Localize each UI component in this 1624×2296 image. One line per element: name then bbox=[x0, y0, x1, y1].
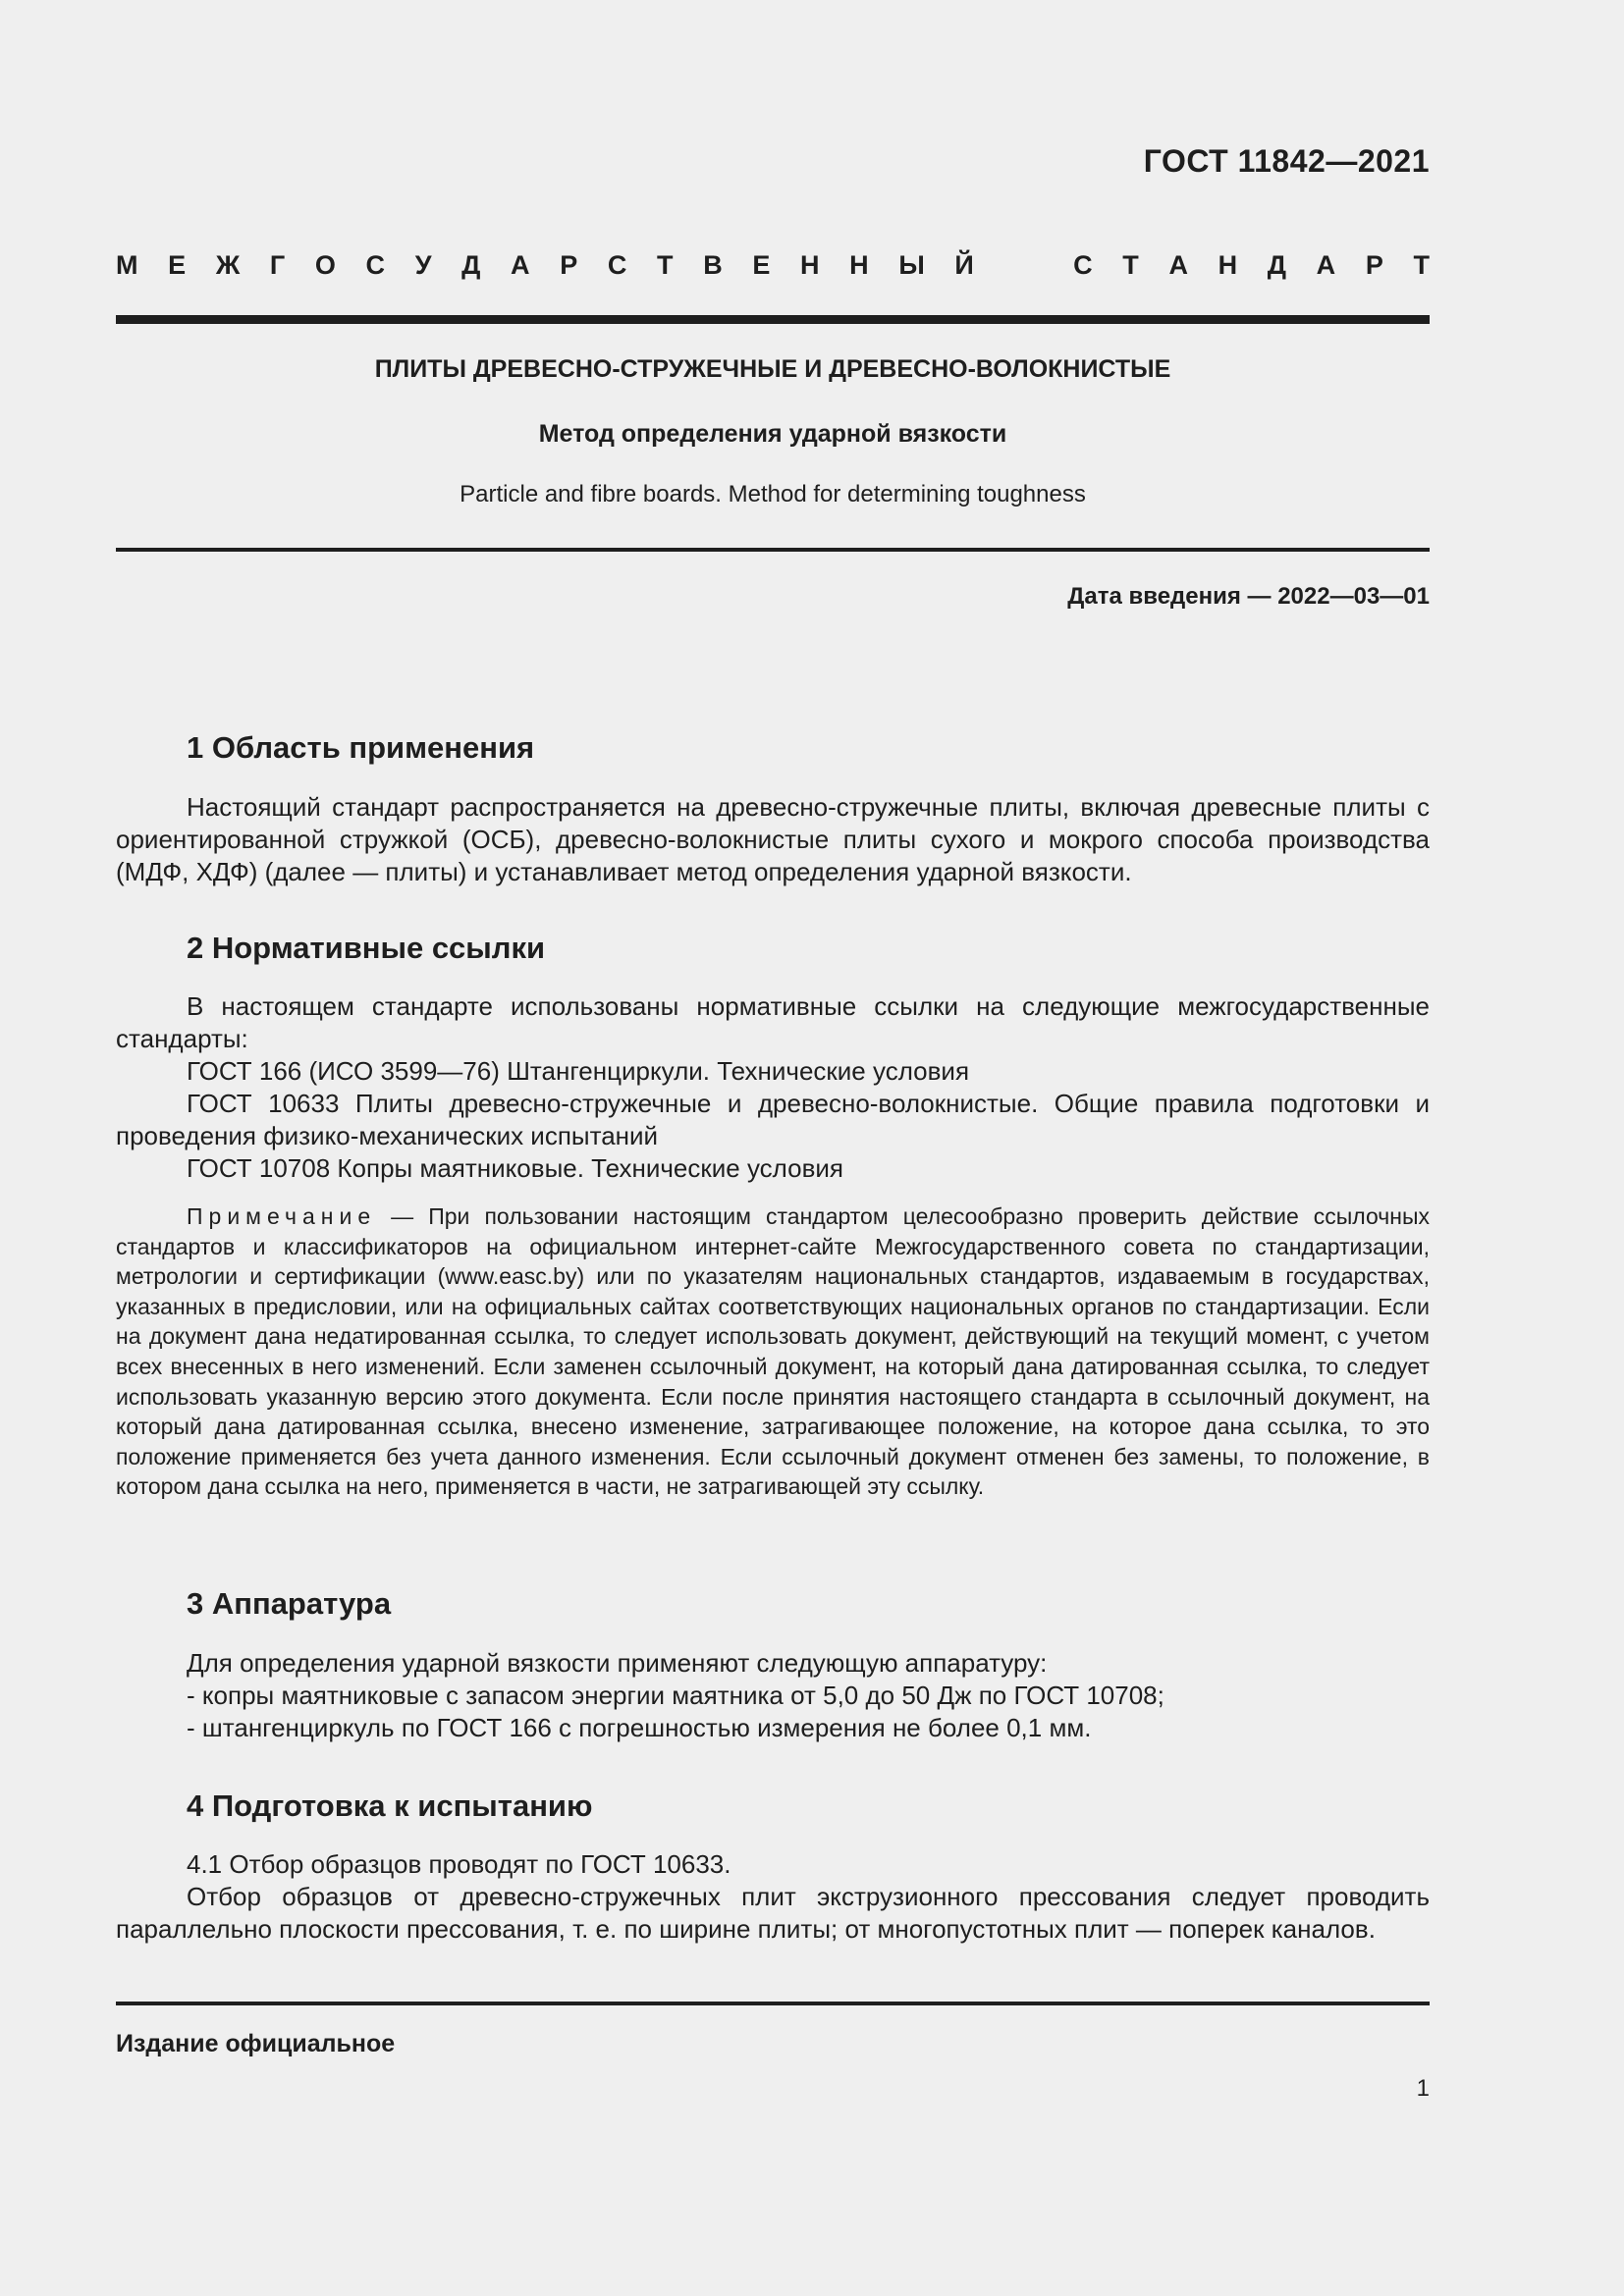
reference-gost-10633-text: ГОСТ 10633 Плиты древесно-стружечные и древесно-волокнистые. Общие правила подготовки и проведения физико-механических испытаний bbox=[116, 1089, 1430, 1150]
reference-gost-10708: ГОСТ 10708 Копры маятниковые. Технические условия bbox=[187, 1153, 844, 1183]
apparatus-intro: Для определения ударной вязкости применяют следующую аппаратуру: bbox=[187, 1648, 1048, 1678]
section-1-heading: 1 Область применения bbox=[187, 730, 535, 765]
banner-letter: У bbox=[414, 250, 432, 280]
clause-4-1: 4.1 Отбор образцов проводят по ГОСТ 10633. bbox=[187, 1849, 731, 1879]
section-2-heading: 2 Нормативные ссылки bbox=[187, 931, 546, 965]
banner-letter: Н bbox=[1218, 250, 1238, 280]
banner-letter: В bbox=[703, 250, 723, 280]
apparatus-item-pendulum: - копры маятниковые с запасом энергии маятника от 5,0 до 50 Дж по ГОСТ 10708; bbox=[187, 1681, 1164, 1710]
section-1-body: Настоящий стандарт распространяется на древесно-стружечные плиты, включая древесные плиты с ориентированной стружкой (ОСБ), древесно-волокнистые плиты сухого и мокрого способа производства (МДФ, ХДФ) (далее — плиты) и устанавливает метод определения ударной вязкости. bbox=[116, 792, 1430, 886]
section-4-body: Отбор образцов от древесно-стружечных плит экструзионного прессования следует проводить параллельно плоскости прессования, т. е. по ширине плиты; от многопустотных плит — поперек каналов. bbox=[116, 1882, 1430, 1944]
banner-letter: Т bbox=[657, 250, 674, 280]
section-1-text bbox=[116, 791, 1430, 888]
interstate-standard-banner bbox=[116, 250, 1430, 281]
apparatus-item-caliper: - штангенциркуль по ГОСТ 166 с погрешностью измерения не более 0,1 мм. bbox=[187, 1713, 1092, 1742]
note-text: — При пользовании настоящим стандартом целесообразно проверить действие ссылочных стандартов и классификаторов на официальном интернет-сайте Межгосударственного совета по стандартизации, метрологии и сертификации (www.easc.by) или по указателям национальных стандартов, издаваемым в государствах, указанных в предисловии, или на официальных сайтах соответствующих национальных органов по стандартизации. Если на документ дана недатированная ссылка, то следует использовать документ, действующий на текущий момент, с учетом всех внесенных в него изменений. Если заменен ссылочный документ, на который дана датированная ссылка, то следует использовать указанную версию этого документа. Если после принятия настоящего стандарта в ссылочный документ, на который дана датированная ссылка, внесено изменение, затрагивающее положение, на которое дана ссылка, то это положение применяется без учета данного изменения. Если ссылочный документ отменен без замены, то положение, в котором дана ссылка на него, применяется в части, не затрагивающей эту ссылку. bbox=[116, 1203, 1430, 1500]
banner-letter: Д bbox=[1267, 250, 1287, 280]
banner-letter: О bbox=[314, 250, 336, 280]
title-rule bbox=[116, 548, 1430, 552]
banner-letter: А bbox=[511, 250, 530, 280]
banner-letter: А bbox=[1168, 250, 1188, 280]
section-2-intro bbox=[116, 990, 1430, 1055]
note-label: Примечание bbox=[187, 1203, 377, 1229]
banner-letter: С bbox=[1073, 250, 1093, 280]
english-title: Particle and fibre boards. Method for determining toughness bbox=[460, 481, 1086, 507]
banner-letter: Т bbox=[1122, 250, 1139, 280]
section-4-text bbox=[116, 1881, 1430, 1946]
banner-letter: Н bbox=[800, 250, 820, 280]
document-subtitle: Метод определения ударной вязкости bbox=[538, 420, 1007, 448]
standard-number: ГОСТ 11842—2021 bbox=[1143, 143, 1430, 179]
banner-letter: Т bbox=[1413, 250, 1430, 280]
page-number: 1 bbox=[1416, 2075, 1430, 2102]
banner-letter: Й bbox=[954, 250, 974, 280]
note-block bbox=[116, 1201, 1430, 1502]
banner-letter: Ж bbox=[215, 250, 241, 280]
reference-gost-10633 bbox=[116, 1088, 1430, 1152]
banner-letter: А bbox=[1316, 250, 1336, 280]
banner-letter: Ы bbox=[898, 250, 925, 280]
document-title: ПЛИТЫ ДРЕВЕСНО-СТРУЖЕЧНЫЕ И ДРЕВЕСНО-ВОЛОКНИСТЫЕ bbox=[374, 355, 1171, 383]
reference-gost-166: ГОСТ 166 (ИСО 3599—76) Штангенциркули. Технические условия bbox=[187, 1056, 970, 1086]
banner-letter: Р bbox=[560, 250, 578, 280]
banner-letter: Е bbox=[752, 250, 771, 280]
banner-letter: С bbox=[607, 250, 627, 280]
banner-word-gap bbox=[1003, 250, 1043, 281]
banner-letter: М bbox=[116, 250, 138, 280]
banner-letter: Е bbox=[168, 250, 187, 280]
banner-letter: Р bbox=[1365, 250, 1383, 280]
header-rule bbox=[116, 315, 1430, 324]
footer-rule bbox=[116, 2002, 1430, 2005]
section-4-heading: 4 Подготовка к испытанию bbox=[187, 1789, 593, 1823]
introduction-date: Дата введения — 2022—03—01 bbox=[1067, 583, 1430, 610]
banner-letter: Г bbox=[269, 250, 286, 280]
banner-letter: С bbox=[365, 250, 386, 280]
section-3-heading: 3 Аппаратура bbox=[187, 1586, 392, 1621]
banner-letter: Н bbox=[849, 250, 869, 280]
official-edition-label: Издание официальное bbox=[116, 2030, 396, 2057]
section-2-intro-text: В настоящем стандарте использованы нормативные ссылки на следующие межгосударственные стандарты: bbox=[116, 991, 1430, 1053]
banner-letter: Д bbox=[461, 250, 481, 280]
